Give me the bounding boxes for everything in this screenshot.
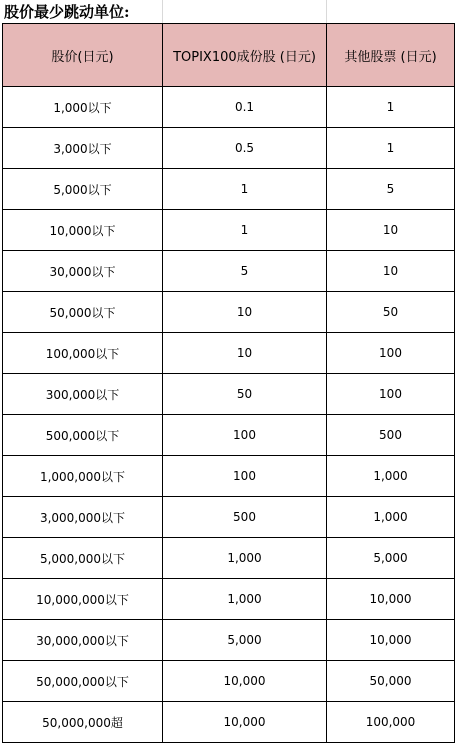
table-row xyxy=(3,210,455,251)
topix100-tick-cell: 10,000 xyxy=(163,661,327,702)
price-cell: 50,000,000以下 xyxy=(3,661,163,702)
table-row xyxy=(3,87,455,128)
other-tick-cell: 10 xyxy=(327,210,455,251)
table-body xyxy=(3,87,455,743)
table-row xyxy=(3,292,455,333)
column-header-topix100: TOPIX100成份股 (日元) xyxy=(163,24,327,87)
table-row xyxy=(3,497,455,538)
topix100-tick-cell: 500 xyxy=(163,497,327,538)
table-row xyxy=(3,620,455,661)
topix100-tick-cell: 50 xyxy=(163,374,327,415)
table-row xyxy=(3,333,455,374)
table-row xyxy=(3,579,455,620)
other-tick-cell: 5 xyxy=(327,169,455,210)
other-tick-cell: 1 xyxy=(327,87,455,128)
page-title: 股价最少跳动单位: xyxy=(4,3,130,21)
other-tick-cell: 1,000 xyxy=(327,497,455,538)
other-tick-cell: 50,000 xyxy=(327,661,455,702)
tick-size-table xyxy=(2,23,455,743)
price-cell: 50,000,000超 xyxy=(3,702,163,743)
price-cell: 100,000以下 xyxy=(3,333,163,374)
topix100-tick-cell: 1 xyxy=(163,169,327,210)
table-row xyxy=(3,374,455,415)
topix100-tick-cell: 0.5 xyxy=(163,128,327,169)
other-tick-cell: 50 xyxy=(327,292,455,333)
table-row xyxy=(3,169,455,210)
other-tick-cell: 100 xyxy=(327,374,455,415)
other-tick-cell: 500 xyxy=(327,415,455,456)
price-cell: 1,000,000以下 xyxy=(3,456,163,497)
price-cell: 5,000以下 xyxy=(3,169,163,210)
table-row xyxy=(3,128,455,169)
other-tick-cell: 5,000 xyxy=(327,538,455,579)
price-cell: 3,000,000以下 xyxy=(3,497,163,538)
topix100-tick-cell: 5 xyxy=(163,251,327,292)
topix100-tick-cell: 1,000 xyxy=(163,579,327,620)
price-cell: 30,000以下 xyxy=(3,251,163,292)
table-row xyxy=(3,538,455,579)
price-cell: 1,000以下 xyxy=(3,87,163,128)
topix100-tick-cell: 100 xyxy=(163,456,327,497)
topix100-tick-cell: 5,000 xyxy=(163,620,327,661)
other-tick-cell: 10 xyxy=(327,251,455,292)
gridline xyxy=(162,0,163,23)
price-cell: 5,000,000以下 xyxy=(3,538,163,579)
topix100-tick-cell: 1,000 xyxy=(163,538,327,579)
other-tick-cell: 1 xyxy=(327,128,455,169)
other-tick-cell: 10,000 xyxy=(327,579,455,620)
table-row xyxy=(3,415,455,456)
topix100-tick-cell: 10,000 xyxy=(163,702,327,743)
price-cell: 300,000以下 xyxy=(3,374,163,415)
price-cell: 10,000以下 xyxy=(3,210,163,251)
price-cell: 10,000,000以下 xyxy=(3,579,163,620)
table-row xyxy=(3,661,455,702)
topix100-tick-cell: 1 xyxy=(163,210,327,251)
price-cell: 30,000,000以下 xyxy=(3,620,163,661)
topix100-tick-cell: 10 xyxy=(163,292,327,333)
other-tick-cell: 100 xyxy=(327,333,455,374)
column-header-price: 股价(日元) xyxy=(3,24,163,87)
price-cell: 50,000以下 xyxy=(3,292,163,333)
table-row xyxy=(3,456,455,497)
price-cell: 3,000以下 xyxy=(3,128,163,169)
price-cell: 500,000以下 xyxy=(3,415,163,456)
other-tick-cell: 10,000 xyxy=(327,620,455,661)
column-header-other-stocks: 其他股票 (日元) xyxy=(327,24,455,87)
other-tick-cell: 1,000 xyxy=(327,456,455,497)
gridline xyxy=(326,0,327,23)
other-tick-cell: 100,000 xyxy=(327,702,455,743)
table-row xyxy=(3,702,455,743)
table-row xyxy=(3,251,455,292)
topix100-tick-cell: 10 xyxy=(163,333,327,374)
topix100-tick-cell: 100 xyxy=(163,415,327,456)
header-row xyxy=(3,24,455,87)
topix100-tick-cell: 0.1 xyxy=(163,87,327,128)
